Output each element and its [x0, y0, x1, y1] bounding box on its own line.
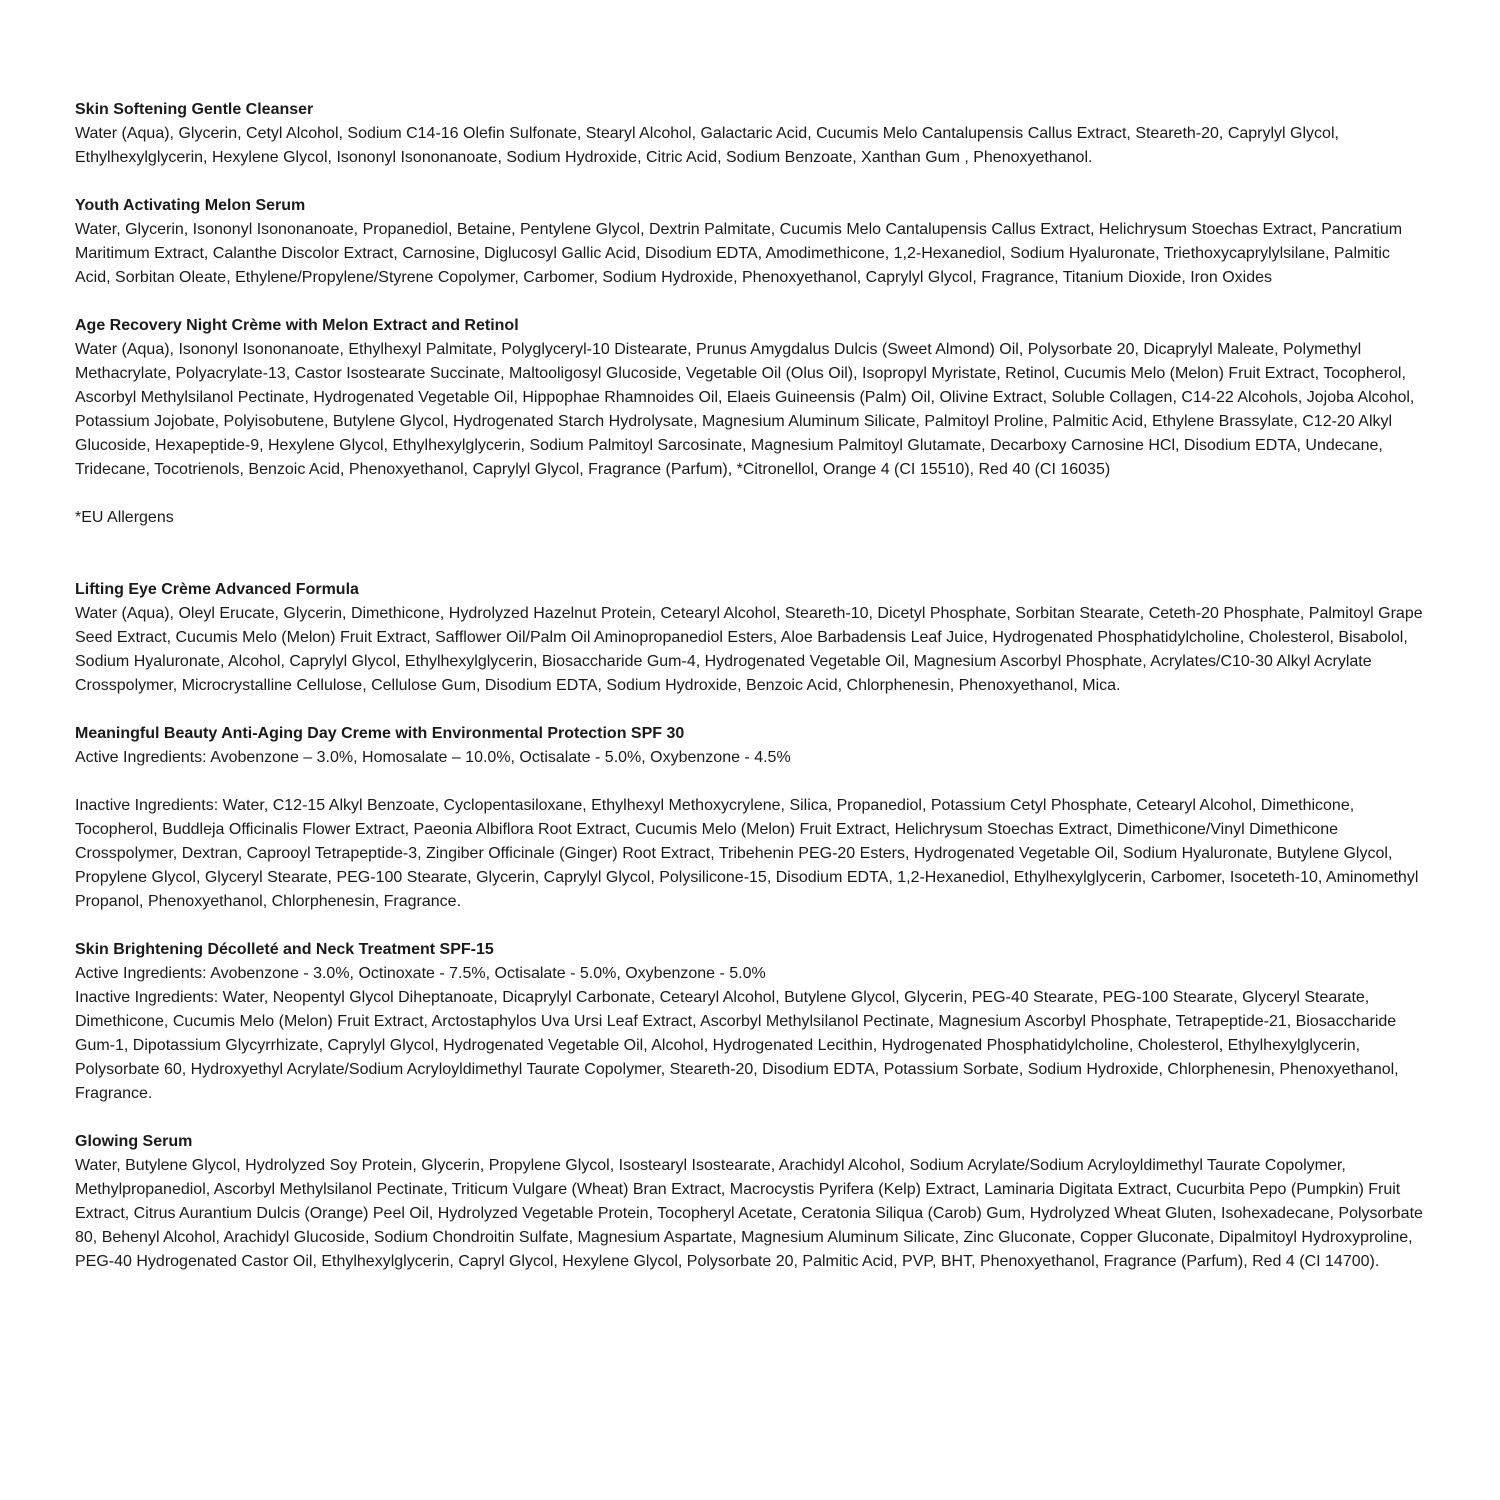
- spacer: [75, 770, 1425, 794]
- product-cleanser: [75, 98, 1425, 170]
- product-melon-serum: [75, 194, 1425, 290]
- inactive-ingredients: Inactive Ingredients: Water, C12-15 Alkyl Benzoate, Cyclopentasiloxane, Ethylhexyl Methoxycrylene, Silica, Propanediol, Potassium Cetyl Phosphate, Cetearyl Alcohol, Dimethicone, Tocopherol, Buddleja Officinalis Flower Extract, Paeonia Albiflora Root Extract, Cucumis Melo (Melon) Fruit Extract, Helichrysum Stoechas Extract, Dimethicone/Vinyl Dimethicone Crosspolymer, Dextran, Caprooyl Tetrapeptide-3, Zingiber Officinale (Ginger) Root Extract, Tribehenin PEG-20 Esters, Hydrogenated Vegetable Oil, Sodium Hyaluronate, Butylene Glycol, Propylene Glycol, Glyceryl Stearate, PEG-100 Stearate, Glycerin, Caprylyl Glycol, Polysilicone-15, Disodium EDTA, 1,2-Hexanediol, Ethylhexylglycerin, Carbomer, Isoceteth-10, Aminomethyl Propanol, Phenoxyethanol, Chlorphenesin, Fragrance.: [75, 797, 1419, 910]
- active-ingredients: Active Ingredients: Avobenzone - 3.0%, Octinoxate - 7.5%, Octisalate - 5.0%, Oxybenzone - 5.0%: [75, 965, 766, 982]
- ingredients-document: [75, 98, 1425, 1298]
- product-title: Glowing Serum: [75, 1133, 193, 1150]
- active-ingredients: Active Ingredients: Avobenzone – 3.0%, Homosalate – 10.0%, Octisalate - 5.0%, Oxybenzone - 4.5%: [75, 749, 791, 766]
- product-title: Skin Brightening Décolleté and Neck Treatment SPF-15: [75, 941, 494, 958]
- product-night-creme: [75, 314, 1425, 482]
- product-glowing-serum: [75, 1130, 1425, 1274]
- inactive-ingredients: Inactive Ingredients: Water, Neopentyl Glycol Diheptanoate, Dicaprylyl Carbonate, Cetearyl Alcohol, Butylene Glycol, Glycerin, PEG-40 Stearate, PEG-100 Stearate, Glyceryl Stearate, Dimethicone, Cucumis Melo (Melon) Fruit Extract, Arctostaphylos Uva Ursi Leaf Extract, Ascorbyl Methylsilanol Pectinate, Magnesium Ascorbyl Phosphate, Tetrapeptide-21, Biosaccharide Gum-1, Dipotassium Glycyrrhizate, Caprylyl Glycol, Hydrogenated Vegetable Oil, Alcohol, Hydrogenated Lecithin, Hydrogenated Phosphatidylcholine, Cholesterol, Ethylhexylglycerin, Polysorbate 60, Hydroxyethyl Acrylate/Sodium Acryloyldimethyl Taurate Copolymer, Steareth-20, Disodium EDTA, Potassium Sorbate, Sodium Hydroxide, Chlorphenesin, Phenoxyethanol, Fragrance.: [75, 989, 1399, 1102]
- product-title: Lifting Eye Crème Advanced Formula: [75, 581, 359, 598]
- product-eye-creme: [75, 578, 1425, 698]
- allergen-note: *EU Allergens: [75, 509, 174, 526]
- product-ingredients: Water (Aqua), Isononyl Isononanoate, Ethylhexyl Palmitate, Polyglyceryl-10 Distearate, Prunus Amygdalus Dulcis (Sweet Almond) Oil, Polysorbate 20, Dicaprylyl Maleate, Polymethyl Methacrylate, Polyacrylate-13, Castor Isostearate Succinate, Maltooligosyl Glucoside, Vegetable Oil (Olus Oil), Isopropyl Myristate, Retinol, Cucumis Melo (Melon) Fruit Extract, Tocopherol, Ascorbyl Methylsilanol Pectinate, Hydrogenated Vegetable Oil, Hippophae Rhamnoides Oil, Elaeis Guineensis (Palm) Oil, Olivine Extract, Soluble Collagen, C14-22 Alcohols, Jojoba Alcohol, Potassium Jojobate, Polyisobutene, Butylene Glycol, Hydrogenated Starch Hydrolysate, Magnesium Aluminum Silicate, Palmitoyl Proline, Palmitic Acid, Ethylene Brassylate, C12-20 Alkyl Glucoside, Hexapeptide-9, Hexylene Glycol, Ethylhexylglycerin, Sodium Palmitoyl Sarcosinate, Magnesium Palmitoyl Glutamate, Decarboxy Carnosine HCl, Disodium EDTA, Undecane, Tridecane, Tocotrienols, Benzoic Acid, Phenoxyethanol, Caprylyl Glycol, Fragrance (Parfum), *Citronellol, Orange 4 (CI 15510), Red 40 (CI 16035): [75, 341, 1415, 478]
- product-title: Meaningful Beauty Anti-Aging Day Creme with Environmental Protection SPF 30: [75, 725, 685, 742]
- product-ingredients: Water (Aqua), Glycerin, Cetyl Alcohol, Sodium C14-16 Olefin Sulfonate, Stearyl Alcohol, Galactaric Acid, Cucumis Melo Cantalupensis Callus Extract, Steareth-20, Caprylyl Glycol, Ethylhexylglycerin, Hexylene Glycol, Isononyl Isononanoate, Sodium Hydroxide, Citric Acid, Sodium Benzoate, Xanthan Gum , Phenoxyethanol.: [75, 125, 1339, 166]
- product-title: Skin Softening Gentle Cleanser: [75, 101, 314, 118]
- product-day-creme: [75, 722, 1425, 914]
- product-title: Youth Activating Melon Serum: [75, 197, 306, 214]
- product-title: Age Recovery Night Crème with Melon Extract and Retinol: [75, 317, 519, 334]
- product-ingredients: Water (Aqua), Oleyl Erucate, Glycerin, Dimethicone, Hydrolyzed Hazelnut Protein, Cetearyl Alcohol, Steareth-10, Dicetyl Phosphate, Sorbitan Stearate, Ceteth-20 Phosphate, Palmitoyl Grape Seed Extract, Cucumis Melo (Melon) Fruit Extract, Safflower Oil/Palm Oil Aminopropanediol Esters, Aloe Barbadensis Leaf Juice, Hydrogenated Phosphatidylcholine, Cholesterol, Bisabolol, Sodium Hyaluronate, Alcohol, Caprylyl Glycol, Ethylhexylglycerin, Biosaccharide Gum-4, Hydrogenated Vegetable Oil, Magnesium Ascorbyl Phosphate, Acrylates/C10-30 Alkyl Acrylate Crosspolymer, Microcrystalline Cellulose, Cellulose Gum, Disodium EDTA, Sodium Hydroxide, Benzoic Acid, Chlorphenesin, Phenoxyethanol, Mica.: [75, 605, 1423, 694]
- product-ingredients: Water, Glycerin, Isononyl Isononanoate, Propanediol, Betaine, Pentylene Glycol, Dextrin Palmitate, Cucumis Melo Cantalupensis Callus Extract, Helichrysum Stoechas Extract, Pancratium Maritimum Extract, Calanthe Discolor Extract, Carnosine, Diglucosyl Gallic Acid, Disodium EDTA, Amodimethicone, 1,2-Hexanediol, Sodium Hyaluronate, Triethoxycaprylylsilane, Palmitic Acid, Sorbitan Oleate, Ethylene/Propylene/Styrene Copolymer, Carbomer, Sodium Hydroxide, Phenoxyethanol, Caprylyl Glycol, Fragrance, Titanium Dioxide, Iron Oxides: [75, 221, 1403, 286]
- product-neck-treatment: [75, 938, 1425, 1106]
- product-ingredients: Water, Butylene Glycol, Hydrolyzed Soy Protein, Glycerin, Propylene Glycol, Isostearyl Isostearate, Arachidyl Alcohol, Sodium Acrylate/Sodium Acryloyldimethyl Taurate Copolymer, Methylpropanediol, Ascorbyl Methylsilanol Pectinate, Triticum Vulgare (Wheat) Bran Extract, Macrocystis Pyrifera (Kelp) Extract, Laminaria Digitata Extract, Cucurbita Pepo (Pumpkin) Fruit Extract, Citrus Aurantium Dulcis (Orange) Peel Oil, Hydrolyzed Vegetable Protein, Tocopheryl Acetate, Ceratonia Siliqua (Carob) Gum, Hydrolyzed Wheat Gluten, Isohexadecane, Polysorbate 80, Behenyl Alcohol, Arachidyl Glucoside, Sodium Chondroitin Sulfate, Magnesium Aspartate, Magnesium Aluminum Silicate, Zinc Gluconate, Copper Gluconate, Dipalmitoyl Hydroxyproline, PEG-40 Hydrogenated Castor Oil, Ethylhexylglycerin, Capryl Glycol, Hexylene Glycol, Polysorbate 20, Palmitic Acid, PVP, BHT, Phenoxyethanol, Fragrance (Parfum), Red 4 (CI 14700).: [75, 1157, 1423, 1270]
